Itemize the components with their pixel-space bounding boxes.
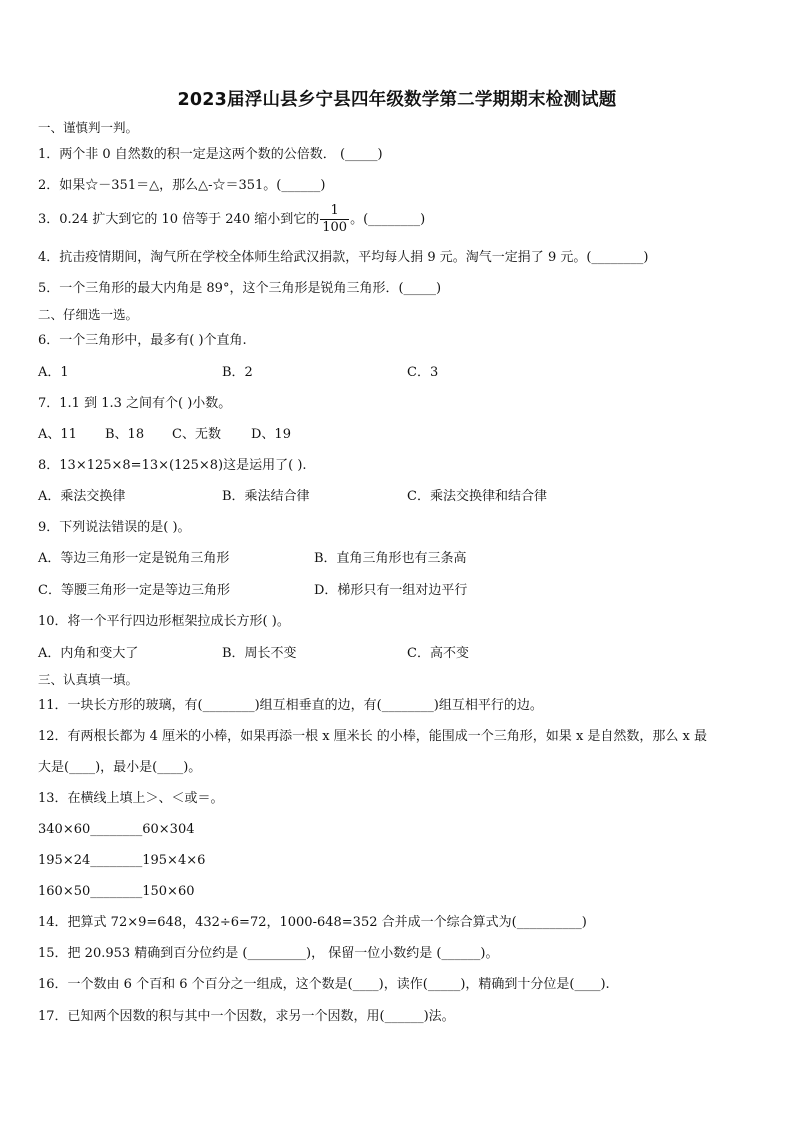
q9-option-b: B．直角三角形也有三条高	[314, 551, 467, 566]
question-17: 17．已知两个因数的积与其中一个因数，求另一个因数，用(______)法。	[38, 1009, 455, 1024]
section-heading-fill: 三、认真填一填。	[38, 672, 139, 687]
question-3-blank: 。(________)	[350, 212, 426, 227]
q7-option-b: B、18	[105, 427, 145, 442]
q10-option-b: B．周长不变	[222, 646, 297, 661]
q7-option-d: D、19	[251, 427, 291, 442]
question-9: 9．下列说法错误的是( )。	[38, 520, 191, 535]
q13-row-1: 340×60________60×304	[38, 822, 195, 837]
q6-option-b: B．2	[222, 365, 253, 380]
section-heading-judge: 一、谨慎判一判。	[38, 120, 139, 135]
question-4: 4．抗击疫情期间，淘气所在学校全体师生给武汉捐款，平均每人捐 9 元。淘气一定捐了 9 元。(________)	[38, 250, 649, 265]
question-5: 5．一个三角形的最大内角是 89°，这个三角形是锐角三角形．(_____)	[38, 281, 442, 296]
question-1: 1．两个非 0 自然数的积一定是这两个数的公倍数． (_____)	[38, 147, 383, 162]
question-7: 7．1.1 到 1.3 之间有个( )小数。	[38, 396, 232, 411]
page-title: 2023届浮山县乡宁县四年级数学第二学期期末检测试题	[177, 90, 617, 110]
q13-row-2: 195×24________195×4×6	[38, 853, 206, 868]
question-6: 6．一个三角形中，最多有( )个直角.	[38, 333, 247, 348]
question-11: 11．一块长方形的玻璃，有(________)组互相垂直的边，有(________)组互相平行的边。	[38, 698, 543, 713]
question-2: 2．如果☆－351＝△，那么△-☆＝351。(______)	[38, 178, 326, 193]
fraction-numerator: 1	[320, 203, 349, 220]
q13-row-3: 160×50________150×60	[38, 884, 195, 899]
question-3-text: 3．0.24 扩大到它的 10 倍等于 240 缩小到它的	[38, 212, 320, 227]
question-14: 14．把算式 72×9=648，432÷6=72，1000-648=352 合并成一个综合算式为(__________)	[38, 915, 587, 930]
q8-option-a: A．乘法交换律	[38, 489, 126, 504]
fraction-denominator: 100	[322, 220, 348, 235]
question-3	[38, 202, 425, 238]
question-12-line-2: 大是(____)，最小是(____)。	[38, 760, 202, 775]
q9-option-d: D．梯形只有一组对边平行	[314, 583, 468, 598]
q8-option-c: C．乘法交换律和结合律	[407, 489, 547, 504]
fraction	[320, 203, 349, 236]
question-15: 15．把 20.953 精确到百分位约是 (_________)， 保留一位小数约是 (______)。	[38, 946, 499, 961]
section-heading-choose: 二、仔细选一选。	[38, 307, 139, 322]
q7-option-a: A、11	[38, 427, 77, 442]
q10-option-a: A．内角和变大了	[38, 646, 139, 661]
question-8: 8．13×125×8=13×(125×8)这是运用了( ).	[38, 458, 307, 473]
q8-option-b: B．乘法结合律	[222, 489, 310, 504]
q6-option-a: A．1	[38, 365, 69, 380]
question-13: 13．在横线上填上＞、＜或＝。	[38, 791, 224, 806]
q7-option-c: C、无数	[172, 427, 221, 442]
question-16: 16．一个数由 6 个百和 6 个百分之一组成，这个数是(____)，读作(_____)，精确到十分位是(____).	[38, 977, 610, 992]
q9-option-a: A．等边三角形一定是锐角三角形	[38, 551, 230, 566]
q6-option-c: C．3	[407, 365, 439, 380]
q10-option-c: C．高不变	[407, 646, 469, 661]
q9-option-c: C．等腰三角形一定是等边三角形	[38, 583, 230, 598]
question-10: 10．将一个平行四边形框架拉成长方形( )。	[38, 614, 290, 629]
question-12-line-1: 12．有两根长都为 4 厘米的小棒，如果再添一根 x 厘米长 的小棒，能围成一个三角形，如果 x 是自然数，那么 x 最	[38, 729, 707, 744]
